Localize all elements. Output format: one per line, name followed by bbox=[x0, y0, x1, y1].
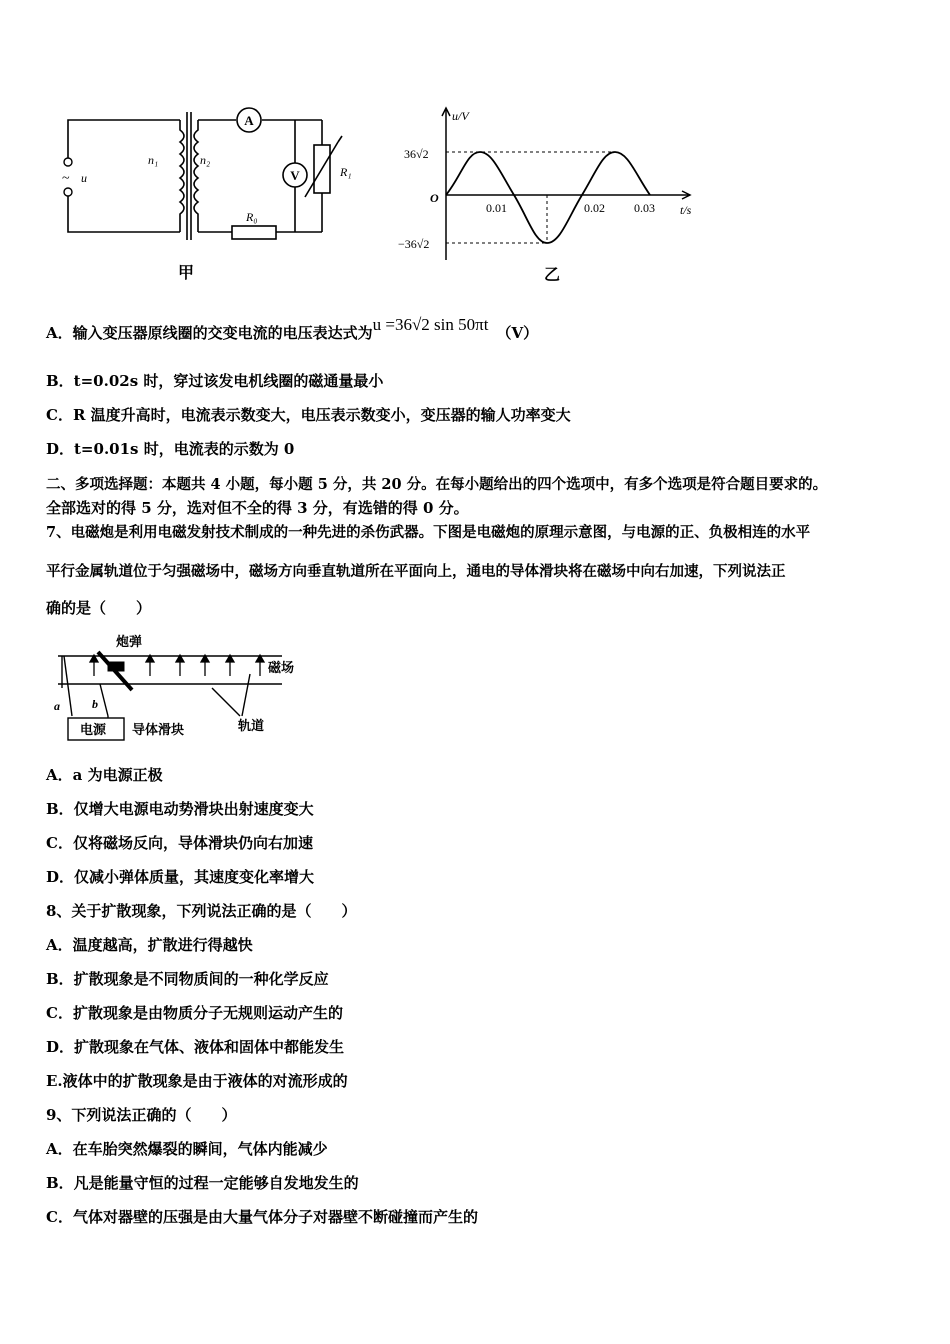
svg-text:~: ~ bbox=[62, 171, 70, 186]
shell-label: 炮弹 bbox=[116, 634, 143, 649]
ammeter bbox=[237, 108, 261, 132]
q7-stem-line1: 7、电磁炮是利用电磁发射技术制成的一种先进的杀伤武器。下图是电磁炮的原理示意图，与电源的正、负极相连的水平 bbox=[46, 524, 811, 541]
q6-option-a-unit: （V） bbox=[496, 324, 539, 342]
q9-option-a: A．在车胎突然爆裂的瞬间，气体内能减少 bbox=[46, 1140, 328, 1158]
power-source-label: 电源 bbox=[80, 722, 107, 737]
railgun-diagram bbox=[50, 628, 320, 748]
q7-stem-line2: 平行金属轨道位于匀强磁场中，磁场方向垂直轨道所在平面向上，通电的导体滑块将在磁场中向右加速，下列说法正 bbox=[46, 563, 786, 580]
sine-curve bbox=[446, 152, 650, 243]
voltage-graph bbox=[390, 100, 710, 290]
q6-option-a-formula: u =36√2 sin 50πt bbox=[372, 315, 489, 334]
q8-option-d: D．扩散现象在气体、液体和固体中都能发生 bbox=[46, 1038, 345, 1056]
graph-caption: 乙 bbox=[544, 265, 561, 284]
x-tick-2: 0.02 bbox=[584, 201, 605, 215]
slider-label: 导体滑块 bbox=[132, 722, 185, 737]
y-axis-label: u/V bbox=[452, 109, 469, 123]
x-axis-label: t/s bbox=[680, 203, 692, 217]
q8-option-e: E.液体中的扩散现象是由于液体的对流形成的 bbox=[46, 1072, 348, 1090]
q7-option-b: B．仅增大电源电动势滑块出射速度变大 bbox=[46, 800, 314, 818]
q8-option-a: A．温度越高，扩散进行得越快 bbox=[46, 936, 253, 954]
q6-option-c: C．R 温度升高时，电流表示数变大，电压表示数变小，变压器的输人功率变大 bbox=[46, 406, 571, 424]
source-label: u bbox=[81, 171, 87, 185]
section2-line1: 二、多项选择题：本题共 4 小题，每小题 5 分，共 20 分。在每小题给出的四个选项中，有多个选项是符合题目要求的。 bbox=[46, 476, 828, 493]
r1-label: R₁ bbox=[340, 165, 352, 179]
origin-label: O bbox=[430, 191, 439, 205]
circuit-diagram bbox=[50, 100, 370, 290]
q8-option-b: B．扩散现象是不同物质间的一种化学反应 bbox=[46, 970, 329, 988]
x-tick-1: 0.01 bbox=[486, 201, 507, 215]
y-tick-top: 36√2 bbox=[404, 147, 429, 161]
q7-stem-line3: 确的是（ ） bbox=[46, 599, 152, 617]
track-label: 轨道 bbox=[238, 718, 265, 733]
voltmeter bbox=[283, 163, 307, 187]
y-tick-bottom: −36√2 bbox=[398, 237, 430, 251]
voltmeter-label: V bbox=[290, 168, 300, 183]
q7-option-c: C．仅将磁场反向，导体滑块仍向右加速 bbox=[46, 834, 313, 852]
q8-stem: 8、关于扩散现象，下列说法正确的是（ ） bbox=[46, 902, 357, 920]
section2-line2: 全部选对的得 5 分，选对但不全的得 3 分，有选错的得 0 分。 bbox=[46, 499, 469, 517]
q9-option-b: B．凡是能量守恒的过程一定能够自发地发生的 bbox=[46, 1174, 359, 1192]
q6-option-b: B．t=0.02s 时，穿过该发电机线圈的磁通量最小 bbox=[46, 372, 384, 390]
label-b: b bbox=[92, 697, 98, 711]
q6-option-d: D．t=0.01s 时，电流表的示数为 0 bbox=[46, 440, 295, 458]
q7-option-a: A．a 为电源正极 bbox=[46, 766, 163, 784]
ammeter-label: A bbox=[244, 113, 254, 128]
x-tick-3: 0.03 bbox=[634, 201, 655, 215]
q7-option-d: D．仅减小弹体质量，其速度变化率增大 bbox=[46, 868, 315, 886]
q6-option-a bbox=[46, 315, 539, 343]
field-label: 磁场 bbox=[268, 660, 295, 675]
r0-label: R₀ bbox=[246, 210, 258, 224]
q6-option-a-text: A．输入变压器原线圈的交变电流的电压表达式为 bbox=[46, 324, 373, 342]
circuit-caption: 甲 bbox=[178, 263, 195, 282]
q9-stem: 9、下列说法正确的（ ） bbox=[46, 1106, 237, 1124]
q9-option-c: C．气体对器壁的压强是由大量气体分子对器壁不断碰撞而产生的 bbox=[46, 1208, 478, 1226]
n1-label: n₁ bbox=[148, 153, 159, 167]
n2-label: n₂ bbox=[200, 153, 211, 167]
label-a: a bbox=[54, 699, 60, 713]
q8-option-c: C．扩散现象是由物质分子无规则运动产生的 bbox=[46, 1004, 343, 1022]
